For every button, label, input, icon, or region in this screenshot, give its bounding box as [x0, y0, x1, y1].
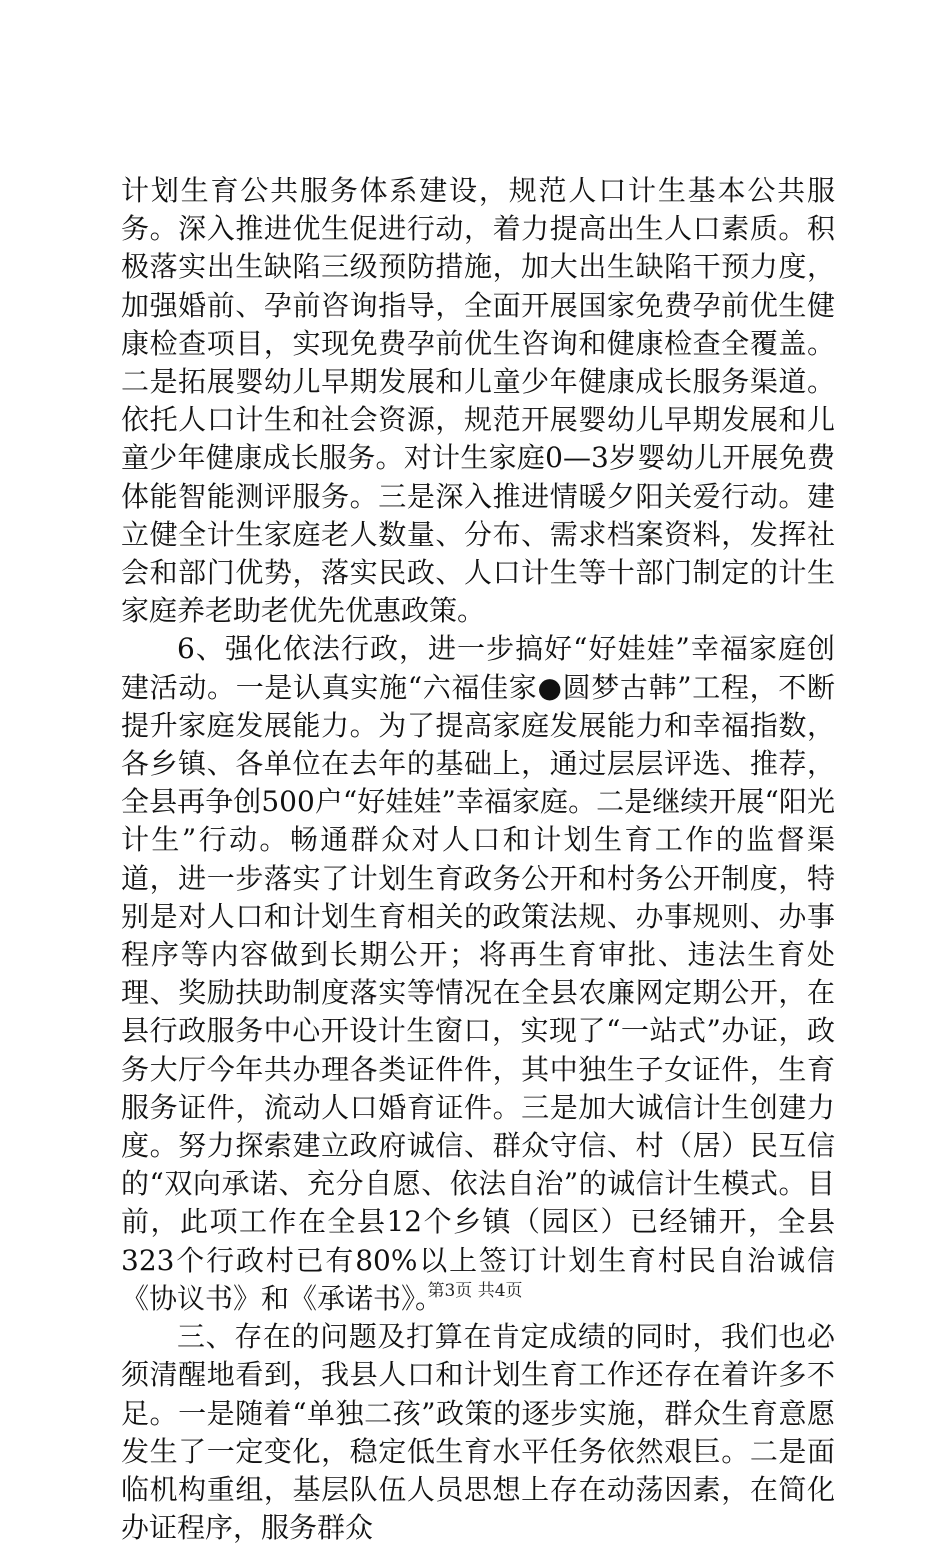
paragraph: 三、存在的问题及打算在肯定成绩的同时，我们也必须清醒地看到，我县人口和计划生育工作还存在着许多不足。一是随着“单独二孩”政策的逐步实施，群众生育意愿发生了一定变化，稳定低生育水平任务依然艰巨。二是面临机构重组，基层队伍人员思想上存在动荡因素，在简化办证程序，服务群众 [121, 1320, 835, 1545]
document-body [121, 172, 835, 1547]
paragraph: 计划生育公共服务体系建设，规范人口计生基本公共服务。深入推进优生促进行动，着力提高出生人口素质。积极落实出生缺陷三级预防措施，加大出生缺陷干预力度，加强婚前、孕前咨询指导，全面开展国家免费孕前优生健康检查项目，实现免费孕前优生咨询和健康检查全覆盖。二是拓展婴幼儿早期发展和儿童少年健康成长服务渠道。依托人口计生和社会资源，规范开展婴幼儿早期发展和儿童少年健康成长服务。对计生家庭0—3岁婴幼儿开展免费体能智能测评服务。三是深入推进情暖夕阳关爱行动。建立健全计生家庭老人数量、分布、需求档案资料，发挥社会和部门优势，落实民政、人口计生等十部门制定的计生家庭养老助老优先优惠政策。 [121, 174, 835, 628]
paragraph: 6、强化依法行政，进一步搞好“好娃娃”幸福家庭创建活动。一是认真实施“六福佳家●圆梦古韩”工程，不断提升家庭发展能力。为了提高家庭发展能力和幸福指数，各乡镇、各单位在去年的基础上，通过层层评选、推荐，全县再争创500户“好娃娃”幸福家庭。二是继续开展“阳光计生”行动。畅通群众对人口和计划生育工作的监督渠道，进一步落实了计划生育政务公开和村务公开制度，特别是对人口和计划生育相关的政策法规、办事规则、办事程序等内容做到长期公开；将再生育审批、违法生育处理、奖励扶助制度落实等情况在全县农廉网定期公开，在县行政服务中心开设计生窗口，实现了“一站式”办证，政务大厅今年共办理各类证件件，其中独生子女证件，生育服务证件，流动人口婚育证件。三是加大诚信计生创建力度。努力探索建立政府诚信、群众守信、村（居）民互信的“双向承诺、充分自愿、依法自治”的诚信计生模式。目前，此项工作在全县12个乡镇（园区）已经铺开，全县323个行政村已有80%以上签订计划生育村民自治诚信《协议书》和《承诺书》。 [121, 632, 835, 1315]
page-number-footer: 第3页 共4页 [427, 1281, 523, 1301]
